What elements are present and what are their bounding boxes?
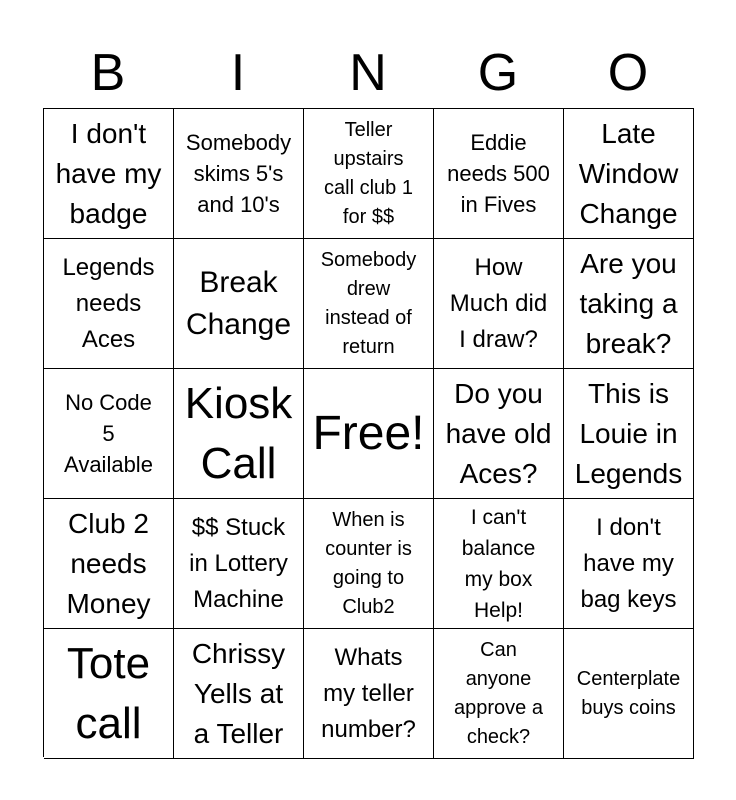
cell-text: When is counter is going to Club2 [325, 508, 412, 618]
bingo-cell-r3c2[interactable] [174, 369, 304, 499]
bingo-cell-r4c3[interactable] [304, 499, 434, 629]
cell-text: Whats my teller number? [321, 643, 416, 743]
bingo-cell-r1c1[interactable] [44, 109, 174, 239]
bingo-cell-r1c2[interactable] [174, 109, 304, 239]
bingo-cell-r3c3[interactable] [304, 369, 434, 499]
bingo-cell-r1c3[interactable] [304, 109, 434, 239]
cell-text: Can anyone approve a check? [454, 638, 543, 748]
header-letter-b: B [90, 44, 126, 102]
cell-text: Free! [312, 406, 425, 460]
bingo-header [43, 38, 693, 108]
cell-text: Eddie needs 500 in Fives [447, 130, 550, 217]
cell-text: Are you taking a break? [579, 247, 678, 359]
bingo-board [43, 108, 694, 757]
cell-text: I don't have my bag keys [580, 513, 677, 613]
cell-text: How Much did I draw? [449, 253, 548, 353]
cell-text: I can't balance my box Help! [461, 505, 536, 622]
cell-text: Legends needs Aces [62, 253, 155, 353]
bingo-cell-r5c2[interactable] [174, 629, 304, 759]
cell-text: Chrissy Yells at a Teller [191, 637, 286, 749]
bingo-cell-r3c4[interactable] [434, 369, 564, 499]
bingo-cell-r2c3[interactable] [304, 239, 434, 369]
cell-text: This is Louie in Legends [574, 377, 683, 489]
bingo-cell-r5c3[interactable] [304, 629, 434, 759]
cell-text: Break Change [185, 265, 292, 341]
cell-text: Club 2 needs Money [66, 507, 151, 619]
header-letter-o: O [607, 44, 649, 102]
cell-text: I don't have my badge [55, 117, 162, 229]
cell-text: Centerplate buys coins [576, 667, 681, 719]
bingo-cell-r4c2[interactable] [174, 499, 304, 629]
cell-text: Teller upstairs call club 1 for $$ [324, 118, 413, 228]
bingo-cell-r5c1[interactable] [44, 629, 174, 759]
cell-text: Kiosk Call [184, 378, 293, 488]
cell-text: Somebody skims 5's and 10's [185, 130, 292, 217]
cell-text: Somebody drew instead of return [320, 248, 417, 358]
bingo-cell-r4c1[interactable] [44, 499, 174, 629]
bingo-cell-r5c4[interactable] [434, 629, 564, 759]
header-letter-g: G [477, 44, 519, 102]
cell-text: Tote call [66, 638, 151, 748]
bingo-cell-r1c4[interactable] [434, 109, 564, 239]
bingo-cell-r3c5[interactable] [564, 369, 694, 499]
bingo-cell-r3c1[interactable] [44, 369, 174, 499]
bingo-cell-r4c4[interactable] [434, 499, 564, 629]
bingo-cell-r2c1[interactable] [44, 239, 174, 369]
cell-text: Late Window Change [578, 117, 679, 229]
cell-text: Do you have old Aces? [445, 377, 552, 489]
header-letter-n: N [349, 44, 387, 102]
bingo-cell-r2c2[interactable] [174, 239, 304, 369]
bingo-cell-r2c4[interactable] [434, 239, 564, 369]
bingo-cell-r5c5[interactable] [564, 629, 694, 759]
bingo-cell-r4c5[interactable] [564, 499, 694, 629]
bingo-cell-r1c5[interactable] [564, 109, 694, 239]
bingo-cell-r2c5[interactable] [564, 239, 694, 369]
cell-text: $$ Stuck in Lottery Machine [189, 513, 288, 613]
header-letter-i: I [230, 44, 246, 102]
cell-text: No Code 5 Available [64, 390, 153, 477]
